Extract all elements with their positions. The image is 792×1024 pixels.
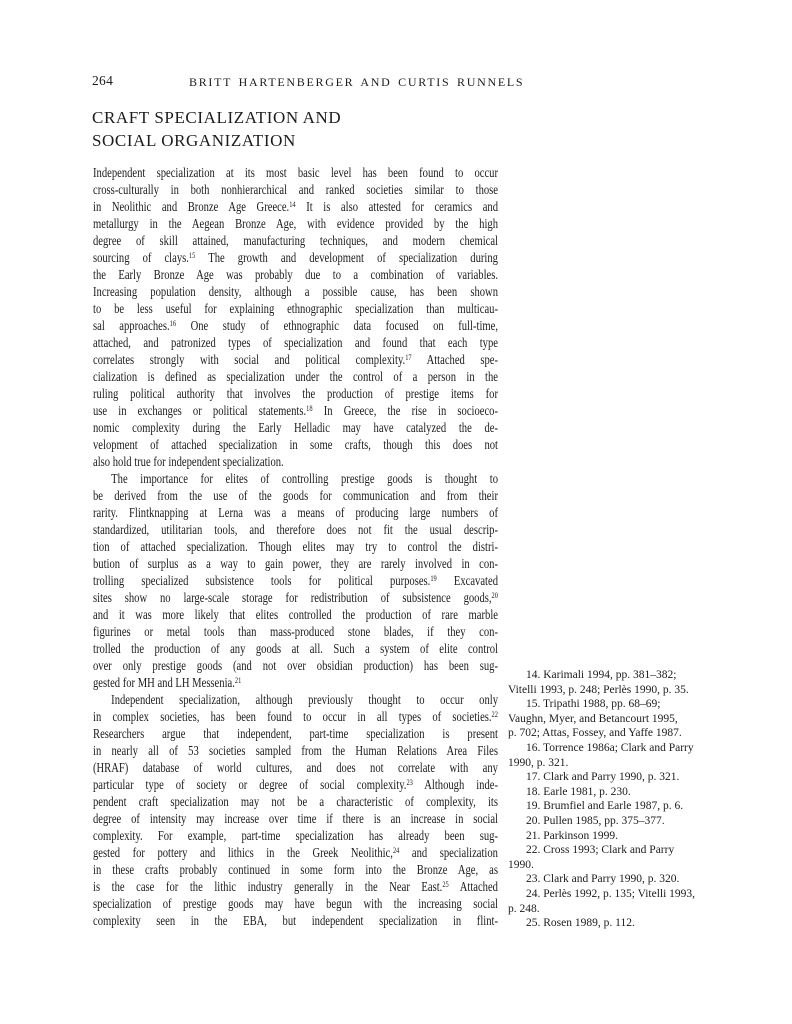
body-line: degree of intensity may increase over time if there is an increase in social: [93, 812, 498, 827]
running-head: BRITT HARTENBERGER AND CURTIS RUNNELS: [189, 75, 525, 89]
body-line: bution of surplus as a way to gain power, they are rarely involved in con-: [93, 557, 498, 572]
body-line: particular type of society or degree of social complexity.$^{23}$ Although inde-: [93, 777, 498, 793]
footnote-ref: 21: [234, 675, 242, 685]
body-line: is the case for the lithic industry generally in the Near East.$^{25}$ Attached: [93, 879, 498, 895]
footnote-ref: 25: [442, 879, 449, 889]
body-line: the Early Bronze Age was probably due to a combination of variables.: [93, 268, 498, 283]
body-line: trolling specialized subsistence tools for political purposes.$^{19}$ Excavated: [93, 573, 499, 589]
body-line: ruling political authority that involves the production of prestige items for: [93, 387, 498, 402]
footnote-ref: 16: [169, 318, 177, 328]
body-line: figurines or metal tools than mass-produced stone blades, if they con-: [93, 625, 498, 640]
footnote-line: 23. Clark and Parry 1990, p. 320.: [526, 873, 680, 886]
footnote-line: 24. Perlès 1992, p. 135; Vitelli 1993,: [526, 887, 696, 900]
footnote-ref: 14: [289, 199, 296, 209]
body-line: Independent specialization, although previously thought to occur only: [111, 693, 498, 708]
body-line: pendent craft specialization may not be a characteristic of complexity, its: [93, 795, 498, 810]
section-title-line: SOCIAL ORGANIZATION: [92, 131, 296, 150]
body-line: sal approaches.$^{16}$ One study of ethnographic data focused on full-time,: [93, 318, 498, 334]
footnote-line: 19. Brumfiel and Earle 1987, p. 6.: [526, 800, 684, 813]
footnote-ref: 24: [392, 845, 400, 855]
body-line: gested for pottery and lithics in the Greek Neolithic,$^{24}$ and specialization: [93, 845, 498, 861]
footnote-line: Vitelli 1993, p. 248; Perlès 1990, p. 35.: [508, 683, 689, 696]
footnote-ref: 19: [430, 573, 437, 583]
footnote-line: 15. Tripathi 1988, pp. 68–69;: [526, 698, 661, 711]
footnote-line: 25. Rosen 1989, p. 112.: [526, 917, 635, 930]
body-line: correlates strongly with social and political complexity.$^{17}$ Attached spe-: [93, 352, 498, 368]
footnote-ref: 17: [405, 352, 412, 362]
body-line: nomic complexity during the Early Helladic may have catalyzed the de-: [93, 421, 498, 436]
body-line: attached, and patronized types of specialization and found that each type: [93, 336, 498, 351]
body-line: trolled the production of any goods at all. Such a system of elite control: [93, 642, 498, 657]
footnote-line: Vaughn, Myer, and Betancourt 1995,: [508, 712, 678, 725]
body-line: sites show no large-scale storage for redistribution of subsistence goods,$^{20}$: [93, 590, 498, 606]
footnote-ref: 15: [188, 250, 196, 260]
footnote-line: 22. Cross 1993; Clark and Parry: [526, 844, 675, 857]
section-title: [92, 106, 341, 152]
footnote-line: 17. Clark and Parry 1990, p. 321.: [526, 771, 680, 784]
body-line: in these crafts probably continued in some form into the Bronze Age, as: [93, 863, 498, 878]
section-title-line: CRAFT SPECIALIZATION AND: [92, 108, 342, 127]
body-line: also hold true for independent specialization.: [93, 455, 284, 470]
footnote-line: 1990.: [508, 858, 534, 871]
body-line: gested for MH and LH Messenia.$^{21}$: [93, 675, 242, 691]
footnote-line: 20. Pullen 1985, pp. 375–377.: [526, 814, 665, 827]
body-line: tion of attached specialization. Though elites may try to control the distri-: [93, 540, 498, 555]
body-line: in complex societies, has been found to occur in all types of societies.$^{22}$: [93, 709, 498, 725]
body-line: standardized, utilitarian tools, and therefore does not fit the usual descrip-: [93, 523, 498, 538]
footnote-ref: 22: [491, 709, 498, 719]
body-line: velopment of attached specialization in some crafts, though this does not: [93, 438, 498, 453]
body-line: metallurgy in the Aegean Bronze Age, with evidence provided by the high: [93, 217, 498, 232]
body-line: (HRAF) database of world cultures, and does not correlate with any: [93, 761, 498, 776]
body-line: rarity. Flintknapping at Lerna was a means of producing large numbers of: [93, 506, 498, 521]
footnote-line: 21. Parkinson 1999.: [526, 829, 618, 842]
body-line: in Neolithic and Bronze Age Greece.$^{14}$ It is also attested for ceramics and: [93, 199, 498, 215]
footnote-ref: 20: [491, 590, 498, 600]
body-column: [93, 165, 498, 930]
footnote-line: p. 248.: [508, 902, 540, 915]
body-line: Increasing population density, although a possible cause, has been shown: [93, 285, 498, 300]
body-line: Independent specialization at its most basic level has been found to occur: [93, 166, 498, 181]
body-line: complexity. For example, part-time specialization has already been sug-: [93, 829, 498, 844]
body-line: Researchers argue that independent, part-time specialization is present: [93, 727, 498, 742]
footnote-ref: 23: [406, 777, 413, 787]
body-line: in nearly all of 53 societies sampled from the Human Relations Area Files: [93, 744, 498, 759]
body-line: specialization of prestige goods may have begun with the increasing social: [93, 897, 498, 912]
body-line: be derived from the use of the goods for communication and from their: [93, 489, 498, 504]
body-line: cross-culturally in both nonhierarchical and ranked societies similar to those: [93, 183, 498, 198]
body-line: use in exchanges or political statements.$^{18}$ In Greece, the rise in socioeco-: [93, 403, 499, 419]
footnote-line: 14. Karimali 1994, pp. 381–382;: [526, 669, 677, 681]
page-number: 264: [92, 73, 114, 88]
body-line: complexity seen in the EBA, but independent specialization in flint-: [93, 914, 498, 929]
body-line: to be less useful for explaining ethnographic specialization than multicau-: [93, 302, 498, 317]
body-line: sourcing of clays.$^{15}$ The growth and development of specialization during: [93, 250, 498, 266]
footnote-line: p. 702; Attas, Fossey, and Yaffe 1987.: [508, 727, 682, 740]
footnote-line: 1990, p. 321.: [508, 756, 569, 769]
body-line: degree of skill attained, manufacturing techniques, and modern chemical: [93, 234, 498, 249]
body-line: cialization is defined as specialization under the control of a person in the: [93, 370, 498, 385]
body-line: The importance for elites of controlling prestige goods is thought to: [111, 472, 498, 487]
footnote-line: 18. Earle 1981, p. 230.: [526, 785, 631, 798]
footnote-line: 16. Torrence 1986a; Clark and Parry: [526, 741, 694, 754]
footnotes-column: [508, 668, 736, 931]
body-line: and it was more likely that elites controlled the production of rare marble: [93, 608, 498, 623]
body-line: over only prestige goods (and not over obsidian production) has been sug-: [93, 659, 498, 674]
footnote-ref: 18: [306, 403, 313, 413]
